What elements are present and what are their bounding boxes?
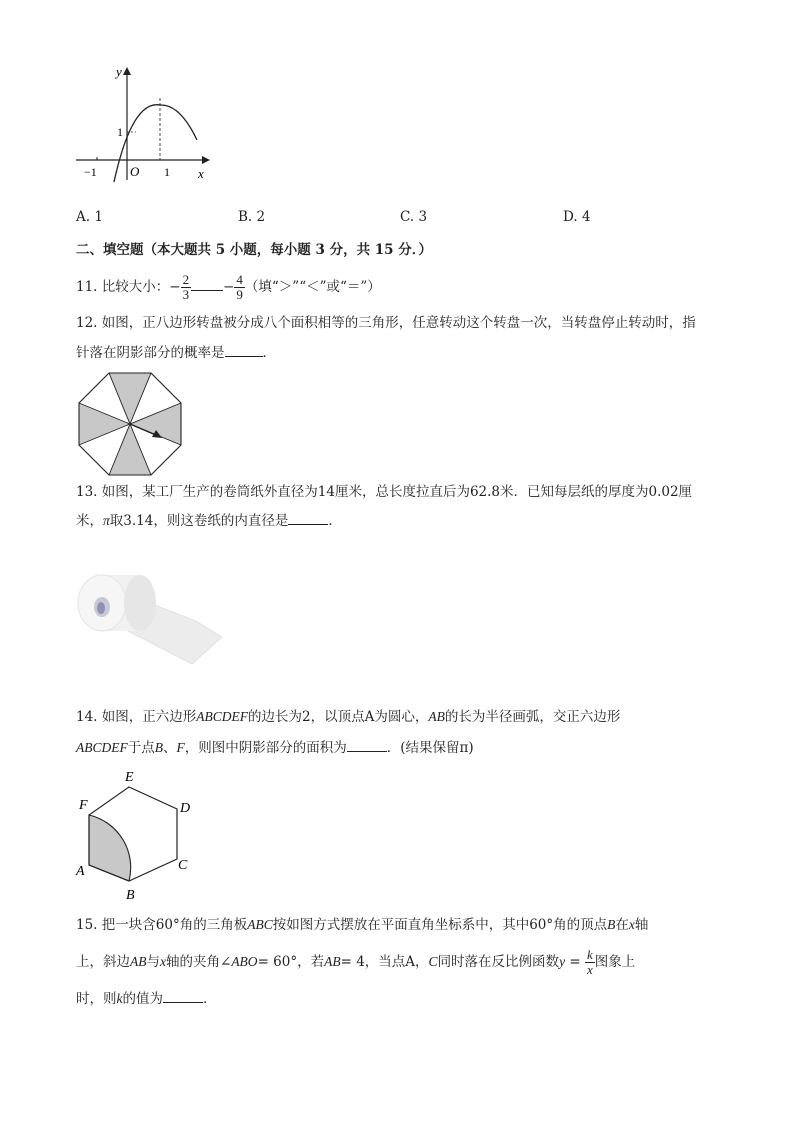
option-a: A. 1 xyxy=(76,209,103,225)
fraction-2-3: $\frac{2}{3}$ xyxy=(182,272,190,302)
label-c: C xyxy=(178,858,188,873)
label-f: F xyxy=(79,798,88,813)
neg-one-label: −1 xyxy=(84,165,97,179)
q14-line2: ABCDEF于点B、F，则图中阴影部分的面积为 ．(结果保留π) xyxy=(76,740,474,756)
one-x-label: 1 xyxy=(164,165,170,179)
hexagon-figure xyxy=(70,765,200,905)
q11-answer-blank[interactable] xyxy=(191,278,223,291)
fraction-4-9: $\frac{4}{9}$ xyxy=(236,272,243,302)
fraction-k-x: $\frac{k}{x}$ xyxy=(586,947,593,977)
label-a: A xyxy=(76,864,85,879)
q13-answer-blank[interactable] xyxy=(288,512,328,525)
q12-line1: 12. 如图，正八边形转盘被分成八个面积相等的三角形，任意转动这个转盘一次，当转盘停止转动时，指 xyxy=(76,315,696,331)
origin-label: O xyxy=(130,164,140,179)
q15-line2: 上，斜边AB与x轴的夹角∠ABO= 60°，若AB= 4，当点A，C同时落在反比例函数y = $\frac{k}{x}$ 图象上 xyxy=(76,947,636,977)
q15-answer-blank[interactable] xyxy=(163,990,203,1003)
q15-line1: 15. 把一块含60°角的三角板ABC按如图方式摆放在平面直角坐标系中，其中60°角的顶点B在x轴 xyxy=(76,917,649,933)
q13-line2: 米，π取3.14，则这卷纸的内直径是 ． xyxy=(76,513,342,529)
q13-line1: 13. 如图，某工厂生产的卷筒纸外直径为14厘米，总长度拉直后为62.8米．已知每层纸的厚度为0.02厘 xyxy=(76,484,693,500)
label-b: B xyxy=(126,888,135,903)
q10-graph xyxy=(70,60,220,185)
option-d: D. 4 xyxy=(563,209,591,225)
section-heading: 二、填空题（本大题共 5 小题，每小题 3 分，共 15 分．） xyxy=(76,242,433,258)
q14-line1: 14. 如图，正六边形ABCDEF的边长为2，以顶点A为圆心，AB的长为半径画弧，交正六边形 xyxy=(76,709,621,725)
q14-answer-blank[interactable] xyxy=(347,739,387,752)
option-c: C. 3 xyxy=(400,209,428,225)
q12-line2: 针落在阴影部分的概率是 ． xyxy=(76,345,276,361)
q11-line: 11. 比较大小：− $\frac{2}{3}$ − $\frac{4}{9}$ （填“＞”“＜”或“＝”） xyxy=(76,272,381,302)
q15-line3: 时，则k的值为 ． xyxy=(76,991,217,1007)
y-axis-label: y xyxy=(116,64,122,79)
paper-roll-image xyxy=(74,565,224,665)
label-e: E xyxy=(125,770,134,785)
option-b: B. 2 xyxy=(238,209,266,225)
one-y-label: 1 xyxy=(117,125,123,139)
octagon-spinner xyxy=(74,368,186,480)
q12-answer-blank[interactable] xyxy=(225,344,263,357)
x-axis-label: x xyxy=(198,166,204,181)
label-d: D xyxy=(180,801,191,816)
